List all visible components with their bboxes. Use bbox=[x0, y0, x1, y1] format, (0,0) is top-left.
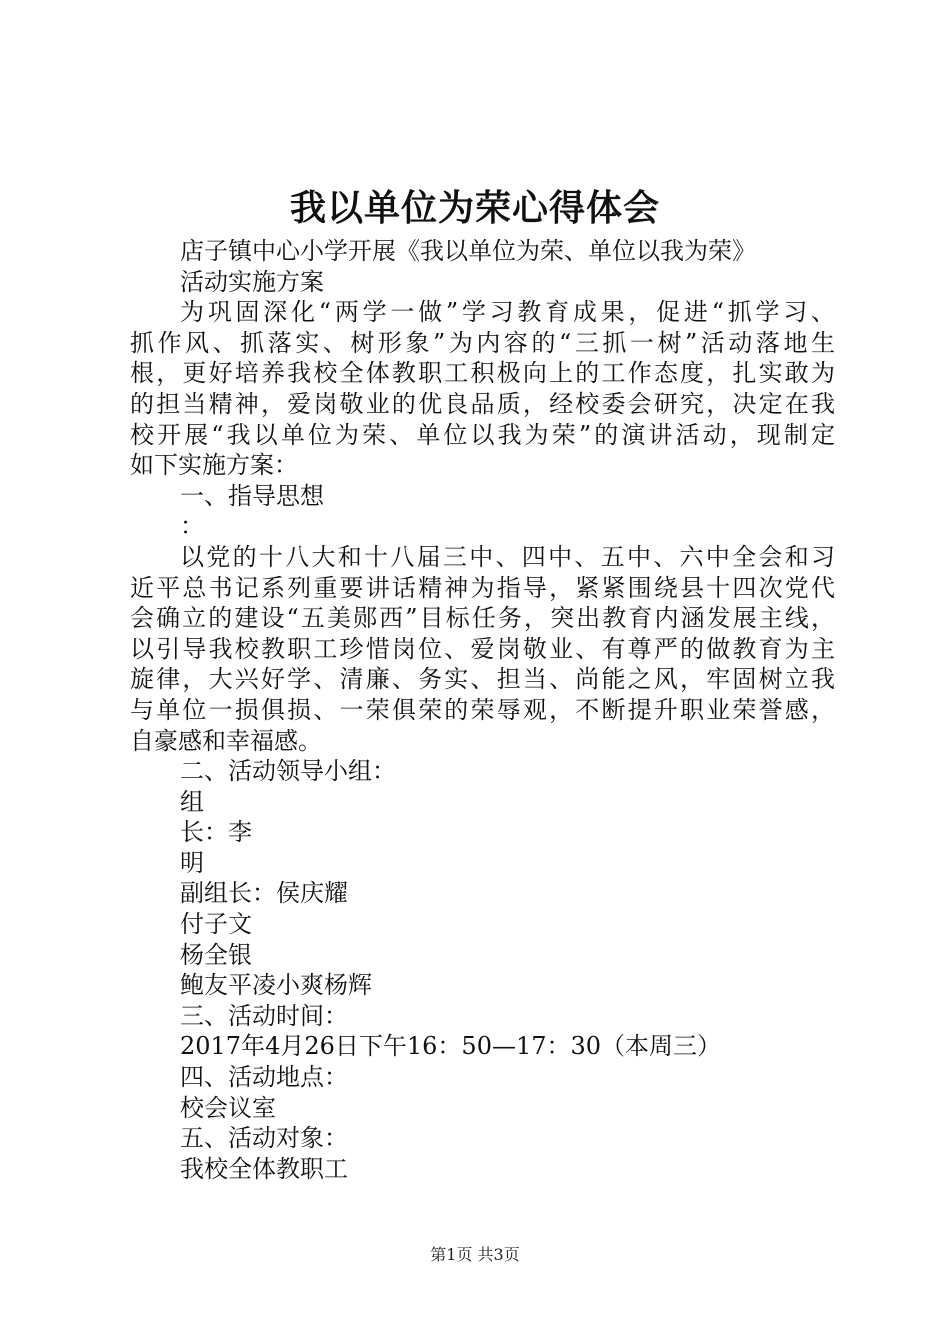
text-line-paragraph-2-2: 近平总书记系列重要讲话精神为指导，紧紧围绕县十四次党代 bbox=[130, 573, 835, 602]
text-line-paragraph-1-2: 抓作风、抓落实、树形象”为内容的“三抓一树”活动落地生 bbox=[130, 328, 835, 357]
text-line-group-label-1: 组 bbox=[180, 787, 204, 816]
text-line-member-1: 付子文 bbox=[180, 910, 252, 939]
text-line-paragraph-1-4: 的担当精神，爱岗敬业的优良品质，经校委会研究，决定在我 bbox=[130, 389, 835, 418]
text-line-activity-time: 2017年4月26日下午16：50—17：30（本周三） bbox=[180, 1032, 722, 1061]
text-line-paragraph-2-6: 与单位一损俱损、一荣俱荣的荣辱观，不断提升职业荣誉感， bbox=[130, 695, 835, 724]
text-line-members-3: 鲍友平凌小爽杨辉 bbox=[180, 971, 372, 1000]
section-heading-guiding-thought: 一、指导思想 bbox=[180, 481, 324, 510]
document-title: 我以单位为荣心得体会 bbox=[289, 187, 660, 229]
text-line-paragraph-1-6: 如下实施方案： bbox=[130, 451, 298, 480]
text-line-group-leader: 长：李 bbox=[180, 818, 252, 847]
section-heading-activity-location: 四、活动地点： bbox=[180, 1063, 348, 1092]
text-line-paragraph-2-5: 旋律，大兴好学、清廉、务实、担当、尚能之风，牢固树立我 bbox=[130, 665, 835, 694]
document-body bbox=[130, 236, 835, 1184]
text-line-paragraph-1-3: 根，更好培养我校全体教职工积极向上的工作态度，扎实敢为 bbox=[130, 359, 835, 388]
section-heading-activity-time: 三、活动时间： bbox=[180, 1001, 348, 1030]
text-line-paragraph-2-7: 自豪感和幸福感。 bbox=[130, 726, 322, 755]
text-line-paragraph-1-5: 校开展“我以单位为荣、单位以我为荣”的演讲活动，现制定 bbox=[130, 420, 835, 449]
section-heading-activity-audience: 五、活动对象： bbox=[180, 1124, 348, 1153]
text-line-activity-location: 校会议室 bbox=[180, 1093, 276, 1122]
text-line-deputy-leader: 副组长：侯庆耀 bbox=[180, 879, 348, 908]
text-line-paragraph-2-4: 以引导我校教职工珍惜岗位、爱岗敬业、有尊严的做教育为主 bbox=[130, 634, 835, 663]
text-line-subtitle-2: 活动实施方案 bbox=[180, 267, 324, 296]
text-line-paragraph-1-1: 为巩固深化“两学一做”学习教育成果，促进“抓学习、 bbox=[180, 298, 835, 327]
text-line-paragraph-2-1: 以党的十八大和十八届三中、四中、五中、六中全会和习 bbox=[180, 542, 835, 571]
text-line-group-leader-name: 明 bbox=[180, 848, 204, 877]
text-line-member-2: 杨全银 bbox=[180, 940, 252, 969]
section-heading-leadership-group: 二、活动领导小组： bbox=[180, 757, 396, 786]
text-line-subtitle-1: 店子镇中心小学开展《我以单位为荣、单位以我为荣》 bbox=[180, 237, 756, 265]
text-line-colon: ： bbox=[180, 512, 204, 541]
text-line-paragraph-2-3: 会确立的建设“五美郧西”目标任务，突出教育内涵发展主线， bbox=[130, 604, 835, 633]
text-line-activity-audience: 我校全体教职工 bbox=[180, 1154, 348, 1183]
page-footer: 第1页 共3页 bbox=[430, 1245, 520, 1264]
